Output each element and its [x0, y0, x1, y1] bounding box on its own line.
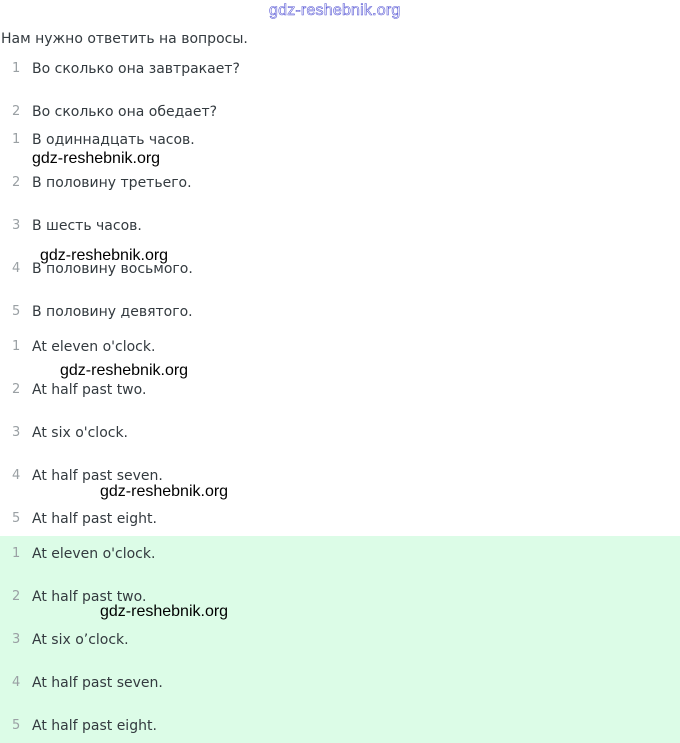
item-number: 4	[12, 468, 21, 483]
item-text: At half past eight.	[32, 718, 157, 734]
item-number: 2	[12, 589, 21, 604]
item-number: 3	[12, 218, 21, 233]
item-number: 2	[12, 104, 21, 119]
item-text: At eleven o'clock.	[32, 339, 156, 355]
item-number: 3	[12, 632, 21, 647]
item-text: В половину третьего.	[32, 175, 192, 191]
item-number: 2	[12, 175, 21, 190]
item-text: At half past seven.	[32, 675, 163, 691]
item-number: 1	[12, 546, 21, 561]
item-number: 5	[12, 718, 21, 733]
watermark: gdz-reshebnik.org	[32, 150, 161, 167]
item-text: At half past seven.	[32, 468, 163, 484]
item-text: В половину восьмого.	[32, 261, 193, 277]
final-answer-block	[0, 536, 680, 743]
item-text: Во сколько она завтракает?	[32, 61, 240, 77]
item-number: 5	[12, 511, 21, 526]
watermark: gdz-reshebnik.org	[40, 247, 169, 264]
item-text: В одиннадцать часов.	[32, 132, 195, 148]
item-text: At half past two.	[32, 382, 147, 398]
item-number: 4	[12, 261, 21, 276]
item-number: 1	[12, 61, 21, 76]
item-text: At eleven o'clock.	[32, 546, 156, 562]
watermark: gdz-reshebnik.org	[100, 603, 229, 620]
item-number: 2	[12, 382, 21, 397]
intro-text: Нам нужно ответить на вопросы.	[1, 31, 248, 47]
item-text: At six o'clock.	[32, 425, 129, 441]
item-text: Во сколько она обедает?	[32, 104, 218, 120]
item-number: 1	[12, 132, 21, 147]
item-number: 5	[12, 304, 21, 319]
item-text: At half past two.	[32, 589, 147, 605]
item-text: At six o’clock.	[32, 632, 129, 648]
item-text: At half past eight.	[32, 511, 157, 527]
item-number: 4	[12, 675, 21, 690]
item-number: 1	[12, 339, 21, 354]
watermark: gdz-reshebnik.org	[60, 362, 189, 379]
site-watermark[interactable]: gdz-reshebnik.org	[269, 2, 401, 19]
item-text: В шесть часов.	[32, 218, 142, 234]
watermark: gdz-reshebnik.org	[100, 483, 229, 500]
item-number: 3	[12, 425, 21, 440]
item-text: В половину девятого.	[32, 304, 193, 320]
